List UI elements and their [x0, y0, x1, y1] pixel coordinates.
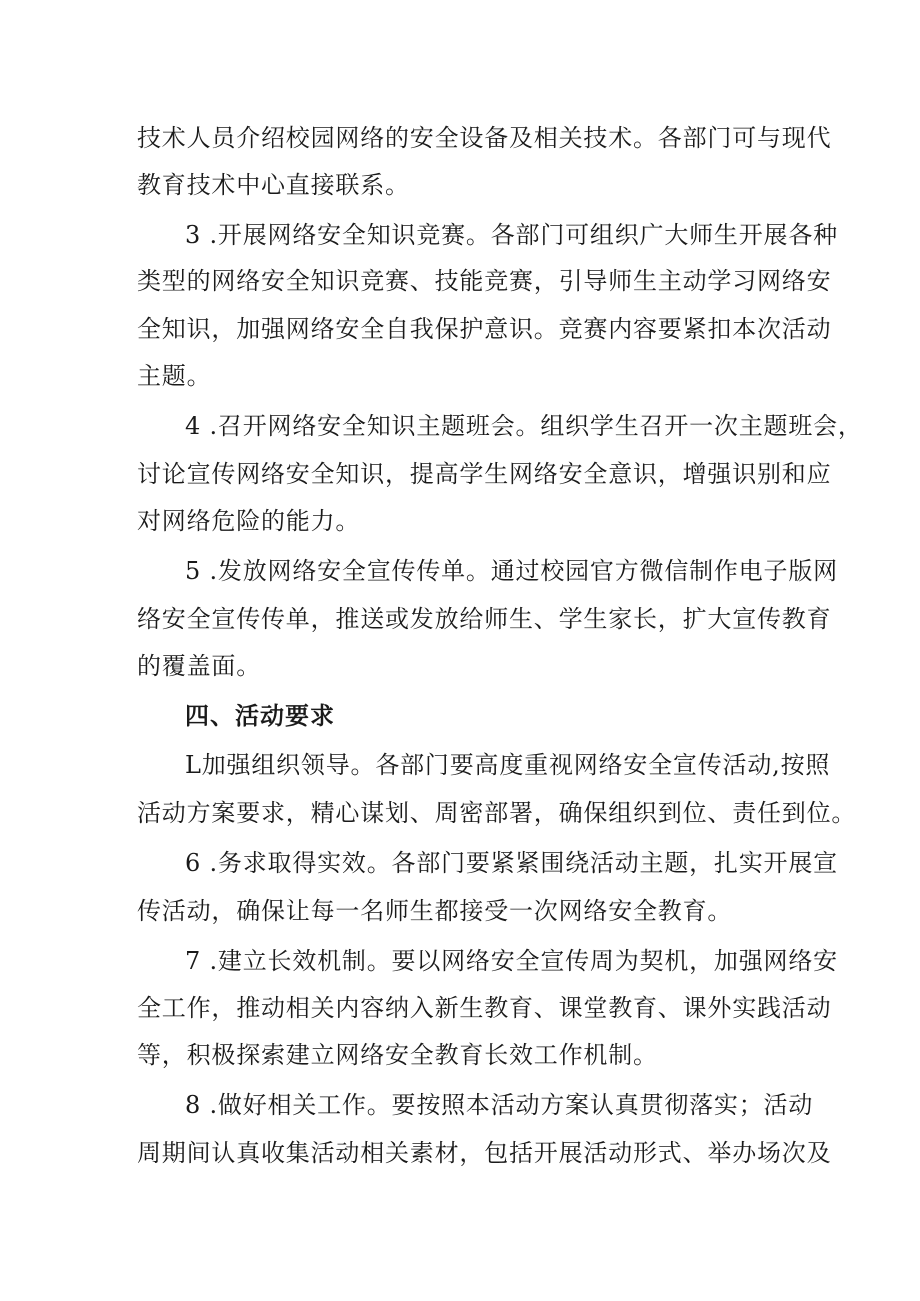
- text-line-1: 技术人员介绍校园网络的安全设备及相关技术。各部门可与现代: [137, 124, 832, 152]
- text-line-5: 全知识，加强网络安全自我保护意识。竞赛内容要紧扣本次活动: [137, 315, 832, 343]
- text-line-4: 类型的网络安全知识竞赛、技能竞赛，引导师生主动学习网络安: [137, 267, 832, 295]
- item-7-first-line: 7 .建立长效机制。要以网络安全宣传周为契机，加强网络安: [185, 947, 838, 975]
- item-8-first-line: 8 .做好相关工作。要按照本活动方案认真贯彻落实；活动: [185, 1091, 814, 1119]
- text-line-22: 周期间认真收集活动相关素材，包括开展活动形式、举办场次及: [137, 1139, 832, 1167]
- item-5-first-line: 5 .发放网络安全宣传传单。通过校园官方微信制作电子版网: [185, 557, 838, 585]
- text-line-6: 主题。: [137, 362, 212, 390]
- text-line-9: 对网络危险的能力。: [137, 507, 361, 535]
- requirement-1-first-line: L加强组织领导。各部门要高度重视网络安全宣传活动,按照: [185, 751, 831, 779]
- text-line-17: 传活动，确保让每一名师生都接受一次网络安全教育。: [137, 897, 733, 925]
- item-6-first-line: 6 .务求取得实效。各部门要紧紧围绕活动主题，扎实开展宣: [185, 849, 838, 877]
- item-3-first-line: 3 .开展网络安全知识竞赛。各部门可组织广大师生开展各种: [185, 221, 838, 249]
- text-line-8: 讨论宣传网络安全知识，提高学生网络安全意识，增强识别和应: [137, 460, 832, 488]
- text-line-15: 活动方案要求，精心谋划、周密部署，确保组织到位、责任到位。: [137, 799, 857, 827]
- text-line-20: 等，积极探索建立网络安全教育长效工作机制。: [137, 1041, 658, 1069]
- item-4-first-line: 4 .召开网络安全知识主题班会。组织学生召开一次主题班会，: [185, 412, 863, 440]
- text-line-19: 全工作，推动相关内容纳入新生教育、课堂教育、课外实践活动: [137, 994, 832, 1022]
- text-line-2: 教育技术中心直接联系。: [137, 171, 410, 199]
- section-heading: 四、活动要求: [185, 702, 335, 730]
- text-line-12: 的覆盖面。: [137, 652, 261, 680]
- text-line-11: 络安全宣传传单，推送或发放给师生、学生家长，扩大宣传教育: [137, 605, 832, 633]
